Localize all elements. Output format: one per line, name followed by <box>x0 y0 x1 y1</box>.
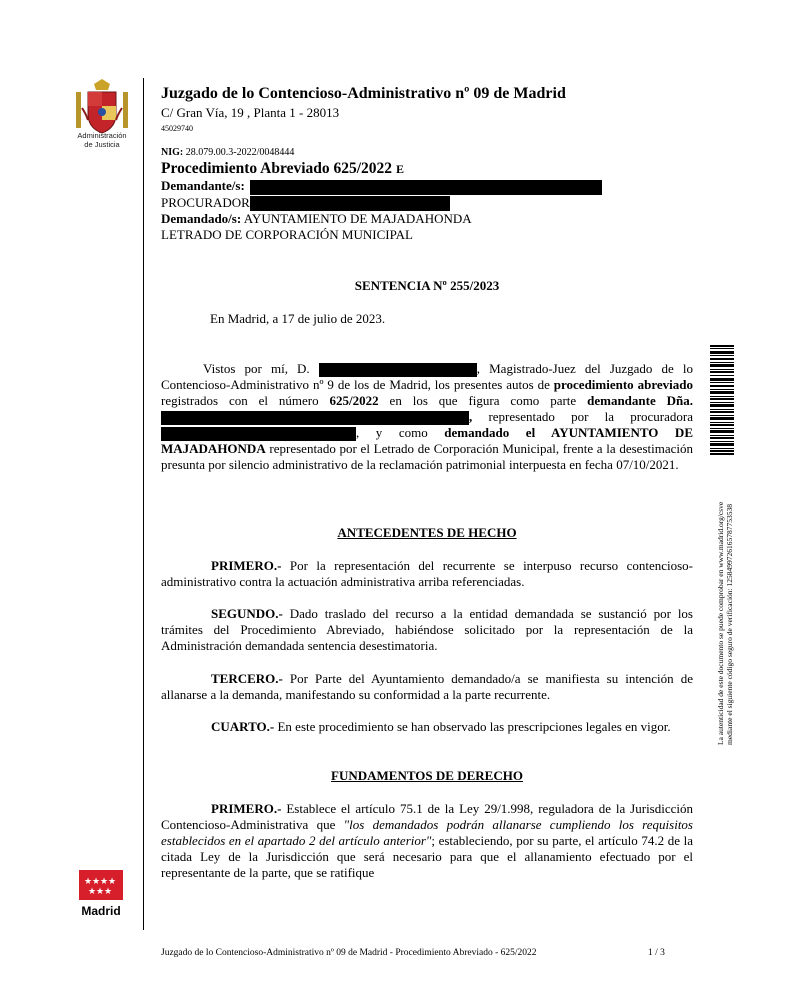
svg-text:★: ★ <box>91 877 101 887</box>
fundamento-primero: PRIMERO.- Establece el artículo 75.1 de la Ley 29/1.998, reguladora de la Jurisdicción Contencioso-Administrativa que "los demandados podrán allanarse cumpliendo los requisitos establecidos en el apartado 2 del artículo anterior"; estableciendo, por su parte, el artículo 74.2 de la citada Ley de la Jurisdicción que será necesario para que el allanamiento efectuado por el representante de la parte, que se ratifique <box>161 801 693 880</box>
defendant-line <box>161 211 602 227</box>
nig-label: NIG: <box>161 147 184 158</box>
redaction-bar <box>250 196 450 211</box>
date-line: En Madrid, a 17 de julio de 2023. <box>210 311 386 326</box>
case-info <box>161 146 602 243</box>
procedure-title: Procedimiento Abreviado 625/2022 <box>161 160 393 177</box>
procedure-line <box>161 160 602 178</box>
page-number: 1 / 3 <box>648 948 665 958</box>
court-code: 45029740 <box>161 124 193 133</box>
svg-text:★: ★ <box>103 887 113 897</box>
svg-text:★: ★ <box>99 877 109 887</box>
admin-caption-line: Administración <box>77 131 127 140</box>
redaction-bar <box>250 180 602 195</box>
antecedente-cuarto: CUARTO.- En este procedimiento se han observado las prescripciones legales en vigor. <box>211 719 671 734</box>
footer-text: Juzgado de lo Contencioso-Administrativo nº 09 de Madrid - Procedimiento Abreviado - 625/2022 <box>161 948 537 958</box>
nig-line <box>161 146 602 160</box>
verification-note <box>716 465 734 745</box>
court-title: Juzgado de lo Contencioso-Administrativo nº 09 de Madrid <box>161 85 566 102</box>
margin-rule <box>143 78 144 930</box>
defendant-label: Demandado/s: <box>161 211 242 227</box>
svg-text:★: ★ <box>83 877 93 887</box>
fundamentos-heading: FUNDAMENTOS DE DERECHO <box>331 768 523 783</box>
antecedentes-heading: ANTECEDENTES DE HECHO <box>337 525 517 540</box>
lawyer-line: LETRADO DE CORPORACIÓN MUNICIPAL <box>161 227 413 243</box>
admin-caption-line: de Justicia <box>84 140 120 149</box>
verification-barcode <box>710 345 734 455</box>
procurator-label: PROCURADOR <box>161 194 250 210</box>
intro-paragraph: Vistos por mí, D. , Magistrado-Juez del Juzgado de lo Contencioso-Administrativo nº 9 de los de Madrid, los presentes autos de procedimiento abreviado registrados con el número 625/2022 en los que figura como parte demandante Dña. , representado por la procuradora , y como demandado el AYUNTAMIENTO DE MAJADAHONDA representado por el Letrado de Corporación Municipal, frente a la desestimación presunta por silencio administrativo de la reclamación patrimonial interpuesta en fecha 07/10/2021. <box>161 361 693 472</box>
svg-text:★: ★ <box>87 887 97 897</box>
antecedente-primero: PRIMERO.- Por la representación del recurrente se interpuso recurso contencioso-administrativo contra la actuación administrativa arriba referenciadas. <box>161 558 693 589</box>
court-address: C/ Gran Vía, 19 , Planta 1 - 28013 <box>161 105 340 120</box>
nig-value: 28.079.00.3-2022/0048444 <box>185 147 295 158</box>
plaintiff-label: Demandante/s: <box>161 178 245 193</box>
madrid-label: Madrid <box>81 904 121 918</box>
madrid-stars-logo <box>79 870 123 900</box>
verification-line: mediante el siguiente código seguro de verificación: 1258499726165787753538 <box>725 504 734 745</box>
verification-line: La autenticidad de este documento se puede comprobar en www.madrid.org/csve <box>716 501 725 745</box>
sentence-title: SENTENCIA Nº 255/2023 <box>354 278 500 293</box>
antecedente-segundo: SEGUNDO.- Dado traslado del recurso a la entidad demandada se sustanció por los trámites del Procedimiento Abreviado, habiéndose solicitado por la representación de la Administración demandada sentencia desestimatoria. <box>161 606 693 653</box>
antecedente-tercero: TERCERO.- Por Parte del Ayuntamiento demandado/a se manifiesta su intención de allanarse a la demanda, manifestando su conformidad a la parte recurrente. <box>161 671 693 702</box>
admin-justice-caption <box>66 131 138 149</box>
procedure-suffix: E <box>395 162 404 176</box>
procurator-line <box>161 195 602 212</box>
defendant-value: AYUNTAMIENTO DE MAJADAHONDA <box>243 211 472 227</box>
plaintiff-line <box>161 178 602 195</box>
svg-text:★: ★ <box>107 877 117 887</box>
redaction-bar <box>161 411 469 425</box>
redaction-bar <box>319 363 477 377</box>
redaction-bar <box>161 427 356 441</box>
svg-text:★: ★ <box>95 887 105 897</box>
spanish-coat-of-arms-icon <box>72 78 132 136</box>
